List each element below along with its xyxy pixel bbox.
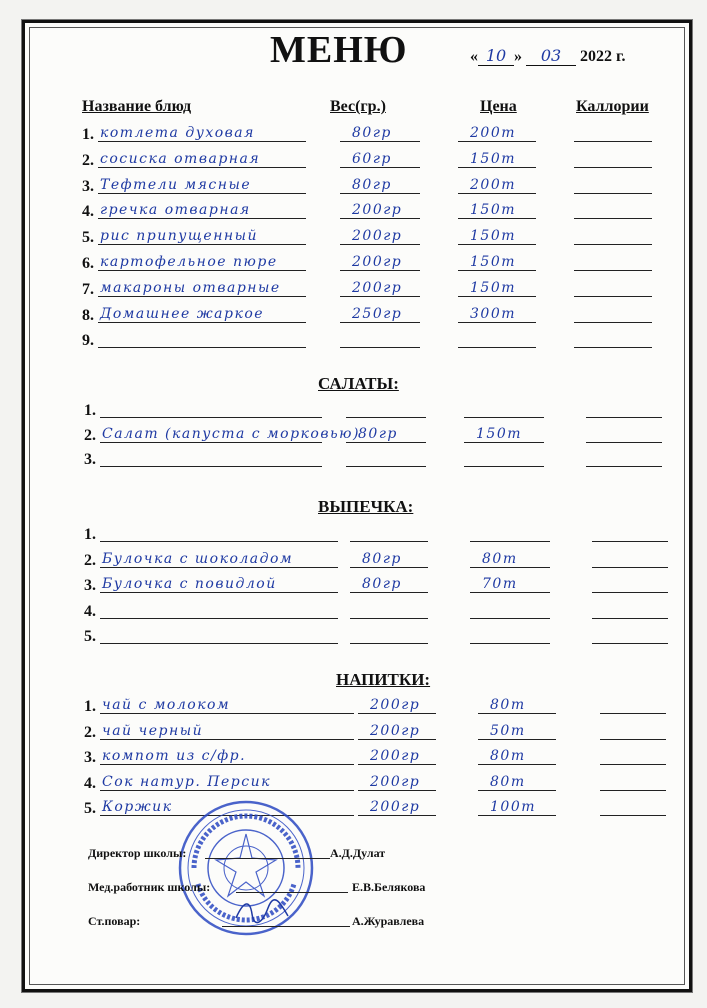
price-line [470, 621, 550, 644]
calories-line [574, 325, 652, 348]
dish-price: 80т [490, 773, 526, 790]
menu-row [82, 172, 652, 196]
menu-row [84, 546, 668, 570]
row-number: 3. [84, 577, 96, 594]
date-year: 2022 г. [580, 48, 626, 65]
dish-price: 200т [470, 176, 516, 193]
menu-row [84, 769, 666, 793]
dish-weight: 80гр [358, 425, 398, 442]
dish-weight: 80гр [352, 176, 392, 193]
calories-line [592, 545, 668, 568]
calories-line [574, 222, 652, 245]
row-number: 6. [82, 255, 94, 272]
menu-row [84, 692, 666, 716]
row-number: 5. [84, 800, 96, 817]
price-line [458, 325, 536, 348]
row-number: 1. [84, 402, 96, 419]
menu-row [84, 622, 668, 646]
menu-row [82, 223, 652, 247]
dish-weight: 200гр [370, 799, 421, 815]
dish-name: гречка отварная [100, 202, 251, 219]
signature-director-role: Директор школы: [88, 846, 187, 860]
row-number: 4. [84, 774, 96, 792]
row-number: 3. [82, 177, 94, 195]
row-number: 1. [84, 526, 96, 543]
dish-price: 80т [482, 550, 518, 567]
dish-price: 300т [470, 305, 516, 322]
section-pastry: ВЫПЕЧКА: [318, 497, 414, 516]
row-number: 1. [84, 698, 96, 715]
row-number: 3. [84, 451, 96, 468]
dish-name: макароны отварные [100, 279, 281, 296]
dish-weight: 200гр [352, 254, 403, 270]
calories-line [574, 171, 652, 194]
signature-director-name: А.Д.Дулат [330, 846, 386, 860]
dish-weight: 200гр [352, 202, 403, 219]
row-number: 4. [84, 602, 96, 620]
calories-line [600, 691, 666, 714]
calories-line [574, 119, 652, 142]
header-price: Цена [480, 98, 517, 115]
menu-row [82, 249, 652, 273]
menu-row [84, 396, 662, 420]
date-month: 03 [526, 46, 576, 66]
name-line [98, 325, 306, 348]
dish-name: чай с молоком [102, 697, 231, 713]
calories-line [574, 274, 652, 297]
row-number: 2. [84, 723, 96, 741]
dish-name: сосиска отварная [100, 150, 261, 167]
signature-medic-name: Е.В.Белякова [352, 880, 426, 894]
calories-line [574, 145, 652, 168]
dish-name: картофельное пюре [100, 254, 278, 270]
weight-line [346, 444, 426, 467]
header-name: Название блюд [82, 98, 192, 115]
calories-line [574, 196, 652, 219]
dish-name: Коржик [102, 799, 173, 815]
dish-weight: 80гр [362, 576, 402, 592]
dish-weight: 80гр [352, 125, 392, 141]
dish-price: 70т [482, 576, 518, 592]
calories-line [600, 717, 666, 740]
dish-name: Салат (капуста с морковью) [102, 425, 360, 442]
dish-weight: 200гр [370, 748, 421, 764]
dish-name: Булочка с шоколадом [102, 550, 294, 567]
signature-cook-line [222, 926, 350, 927]
menu-row [82, 120, 652, 144]
dish-weight: 60гр [352, 150, 392, 167]
dish-price: 200т [470, 125, 516, 141]
dish-weight: 200гр [370, 722, 421, 739]
signature-director-line [205, 858, 330, 859]
date-close-quote: » [514, 48, 522, 65]
dish-price: 50т [490, 722, 526, 739]
row-number: 7. [82, 280, 94, 298]
dish-price: 150т [470, 279, 516, 296]
dish-name: рис припущенный [100, 228, 259, 245]
section-drinks: НАПИТКИ: [336, 670, 431, 689]
date-day: 10 [478, 46, 514, 66]
menu-row [82, 301, 652, 325]
calories-line [600, 768, 666, 791]
section-salads: САЛАТЫ: [318, 374, 399, 393]
dish-weight: 250гр [352, 305, 403, 322]
dish-price: 150т [476, 425, 522, 442]
weight-line [350, 519, 428, 542]
row-number: 1. [82, 126, 94, 143]
menu-row [84, 445, 662, 469]
dish-name: Домашнее жаркое [100, 305, 265, 322]
row-number: 2. [84, 426, 96, 444]
calories-line [586, 444, 662, 467]
date-open-quote: « [470, 48, 478, 65]
price-line [470, 596, 550, 619]
dish-price: 150т [470, 202, 516, 219]
handwritten-signature-mark [232, 896, 292, 926]
menu-row [84, 743, 666, 767]
menu-row [82, 146, 652, 170]
signature-medic-line [236, 892, 348, 893]
calories-line [592, 596, 668, 619]
calories-line [592, 519, 668, 542]
calories-line [600, 793, 666, 816]
menu-row [84, 520, 668, 544]
row-number: 5. [82, 229, 94, 247]
menu-row [84, 421, 662, 445]
calories-line [586, 420, 662, 443]
calories-line [600, 742, 666, 765]
signature-medic-role: Мед.работник школы: [88, 880, 211, 894]
price-line [464, 444, 544, 467]
dish-price: 150т [470, 150, 516, 167]
dish-price: 80т [490, 748, 526, 764]
dish-name: Сок натур. Персик [102, 773, 271, 790]
calories-line [574, 300, 652, 323]
date-line [470, 46, 625, 66]
signature-cook-name: А.Журавлева [352, 914, 425, 928]
menu-row [84, 597, 668, 621]
menu-row [82, 326, 652, 350]
menu-row [84, 571, 668, 595]
calories-line [586, 395, 662, 418]
name-line [100, 596, 338, 619]
menu-row [84, 718, 666, 742]
menu-row [82, 275, 652, 299]
dish-name: Булочка с повидлой [102, 576, 277, 592]
price-line [464, 395, 544, 418]
weight-line [346, 395, 426, 418]
dish-price: 100т [490, 799, 536, 815]
row-number: 2. [82, 151, 94, 169]
name-line [100, 519, 338, 542]
dish-name: чай черный [102, 722, 204, 739]
dish-weight: 200гр [370, 697, 421, 713]
row-number: 2. [84, 551, 96, 569]
calories-line [574, 248, 652, 271]
page-title: МЕНЮ [270, 29, 408, 71]
menu-row [84, 794, 666, 818]
price-line [470, 519, 550, 542]
header-weight: Вес(гр.) [330, 98, 386, 115]
calories-line [592, 621, 668, 644]
signature-cook-role: Ст.повар: [88, 914, 141, 928]
menu-row [82, 197, 652, 221]
dish-name: компот из с/фр. [102, 748, 247, 764]
name-line [100, 444, 322, 467]
row-number: 8. [82, 306, 94, 324]
row-number: 3. [84, 749, 96, 766]
dish-price: 80т [490, 697, 526, 713]
header-calories: Каллории [576, 98, 649, 115]
dish-weight: 200гр [370, 773, 421, 790]
weight-line [340, 325, 420, 348]
name-line [100, 395, 322, 418]
dish-weight: 200гр [352, 228, 403, 245]
row-number: 5. [84, 628, 96, 645]
dish-weight: 200гр [352, 279, 403, 296]
dish-price: 150т [470, 254, 516, 270]
dish-price: 150т [470, 228, 516, 245]
weight-line [350, 621, 428, 644]
dish-weight: 80гр [362, 550, 402, 567]
dish-name: котлета духовая [100, 125, 255, 141]
name-line [100, 621, 338, 644]
row-number: 9. [82, 332, 94, 350]
dish-name: Тефтели мясные [100, 176, 252, 193]
calories-line [592, 570, 668, 593]
row-number: 4. [82, 203, 94, 221]
weight-line [350, 596, 428, 619]
